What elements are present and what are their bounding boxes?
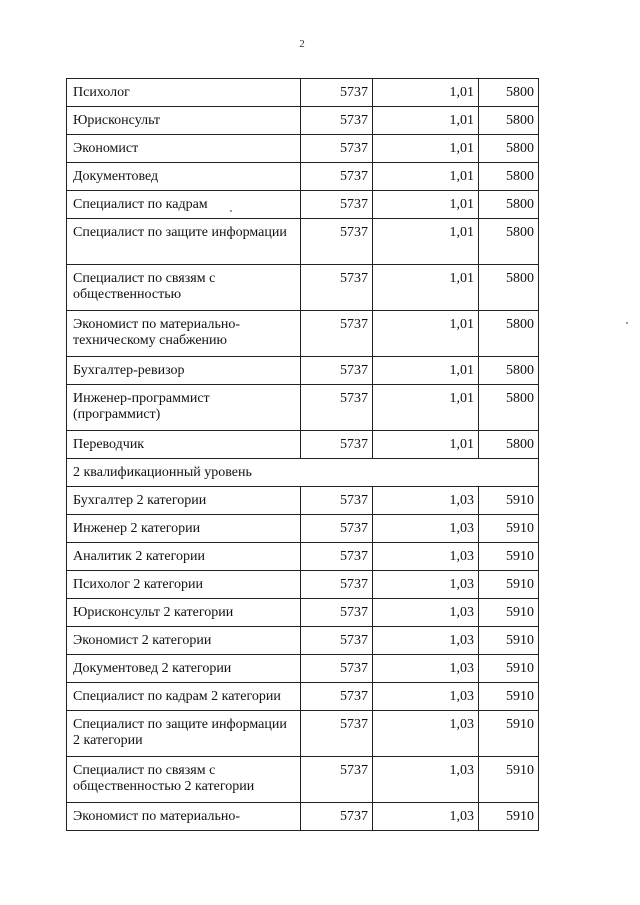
position-name: Специалист по кадрам 2 категории [67, 683, 301, 711]
coefficient: 1,03 [373, 627, 479, 655]
salary-value: 5800 [479, 311, 539, 357]
salary-value: 5800 [479, 219, 539, 265]
table-row [67, 219, 539, 265]
coefficient: 1,03 [373, 571, 479, 599]
coefficient: 1,01 [373, 79, 479, 107]
scan-speck [230, 210, 232, 212]
table-row [67, 357, 539, 385]
table-row [67, 311, 539, 357]
coefficient: 1,03 [373, 543, 479, 571]
salary-value: 5910 [479, 599, 539, 627]
position-name: Документовед [67, 163, 301, 191]
table-row [67, 655, 539, 683]
base-value: 5737 [301, 571, 373, 599]
table-row [67, 79, 539, 107]
coefficient: 1,01 [373, 385, 479, 431]
coefficient: 1,01 [373, 311, 479, 357]
position-name: Инженер-программист (программист) [67, 385, 301, 431]
base-value: 5737 [301, 385, 373, 431]
salary-value: 5800 [479, 385, 539, 431]
coefficient: 1,01 [373, 135, 479, 163]
section-title: 2 квалификационный уровень [67, 459, 539, 487]
position-name: Переводчик [67, 431, 301, 459]
table-row [67, 571, 539, 599]
base-value: 5737 [301, 803, 373, 831]
position-name: Экономист [67, 135, 301, 163]
table-row [67, 599, 539, 627]
coefficient: 1,03 [373, 683, 479, 711]
coefficient: 1,03 [373, 487, 479, 515]
base-value: 5737 [301, 683, 373, 711]
coefficient: 1,01 [373, 357, 479, 385]
base-value: 5737 [301, 711, 373, 757]
coefficient: 1,01 [373, 107, 479, 135]
position-name: Юрисконсульт [67, 107, 301, 135]
coefficient: 1,01 [373, 431, 479, 459]
salary-value: 5910 [479, 757, 539, 803]
table-row [67, 803, 539, 831]
coefficient: 1,03 [373, 515, 479, 543]
table-row [67, 757, 539, 803]
salary-value: 5800 [479, 265, 539, 311]
salary-value: 5800 [479, 107, 539, 135]
base-value: 5737 [301, 627, 373, 655]
salary-value: 5800 [479, 135, 539, 163]
salary-value: 5910 [479, 683, 539, 711]
salary-value: 5910 [479, 571, 539, 599]
position-name: Юрисконсульт 2 категории [67, 599, 301, 627]
page-number: 2 [299, 38, 305, 50]
table-row [67, 163, 539, 191]
salary-value: 5910 [479, 803, 539, 831]
coefficient: 1,03 [373, 655, 479, 683]
table-row [67, 431, 539, 459]
salary-table [66, 78, 539, 831]
base-value: 5737 [301, 163, 373, 191]
coefficient: 1,01 [373, 265, 479, 311]
table-row [67, 191, 539, 219]
position-name: Специалист по защите информации [67, 219, 301, 265]
base-value: 5737 [301, 191, 373, 219]
base-value: 5737 [301, 515, 373, 543]
table-row [67, 487, 539, 515]
base-value: 5737 [301, 487, 373, 515]
position-name: Документовед 2 категории [67, 655, 301, 683]
salary-value: 5910 [479, 711, 539, 757]
position-name: Экономист по материально-техническому снабжению [67, 311, 301, 357]
base-value: 5737 [301, 543, 373, 571]
salary-value: 5910 [479, 543, 539, 571]
table-row [67, 543, 539, 571]
table-row [67, 627, 539, 655]
position-name: Специалист по защите информации 2 категории [67, 711, 301, 757]
salary-value: 5910 [479, 655, 539, 683]
table-row [67, 515, 539, 543]
salary-value: 5800 [479, 79, 539, 107]
base-value: 5737 [301, 219, 373, 265]
position-name: Психолог 2 категории [67, 571, 301, 599]
section-row [67, 459, 539, 487]
coefficient: 1,03 [373, 711, 479, 757]
base-value: 5737 [301, 655, 373, 683]
salary-value: 5800 [479, 357, 539, 385]
position-name: Психолог [67, 79, 301, 107]
position-name: Специалист по кадрам [67, 191, 301, 219]
base-value: 5737 [301, 357, 373, 385]
position-name: Экономист 2 категории [67, 627, 301, 655]
coefficient: 1,01 [373, 219, 479, 265]
base-value: 5737 [301, 79, 373, 107]
salary-value: 5800 [479, 191, 539, 219]
salary-value: 5910 [479, 487, 539, 515]
position-name: Бухгалтер 2 категории [67, 487, 301, 515]
base-value: 5737 [301, 107, 373, 135]
position-name: Аналитик 2 категории [67, 543, 301, 571]
table-row [67, 683, 539, 711]
table-row [67, 711, 539, 757]
salary-value: 5910 [479, 515, 539, 543]
salary-value: 5800 [479, 163, 539, 191]
scan-speck [626, 322, 628, 324]
position-name: Экономист по материально- [67, 803, 301, 831]
base-value: 5737 [301, 135, 373, 163]
coefficient: 1,03 [373, 599, 479, 627]
table-row [67, 385, 539, 431]
table-row [67, 265, 539, 311]
base-value: 5737 [301, 599, 373, 627]
salary-value: 5800 [479, 431, 539, 459]
position-name: Специалист по связям с общественностью [67, 265, 301, 311]
coefficient: 1,03 [373, 757, 479, 803]
coefficient: 1,03 [373, 803, 479, 831]
table-row [67, 135, 539, 163]
base-value: 5737 [301, 311, 373, 357]
salary-value: 5910 [479, 627, 539, 655]
position-name: Инженер 2 категории [67, 515, 301, 543]
table-row [67, 107, 539, 135]
base-value: 5737 [301, 265, 373, 311]
coefficient: 1,01 [373, 163, 479, 191]
coefficient: 1,01 [373, 191, 479, 219]
position-name: Специалист по связям с общественностью 2 категории [67, 757, 301, 803]
position-name: Бухгалтер-ревизор [67, 357, 301, 385]
base-value: 5737 [301, 431, 373, 459]
base-value: 5737 [301, 757, 373, 803]
